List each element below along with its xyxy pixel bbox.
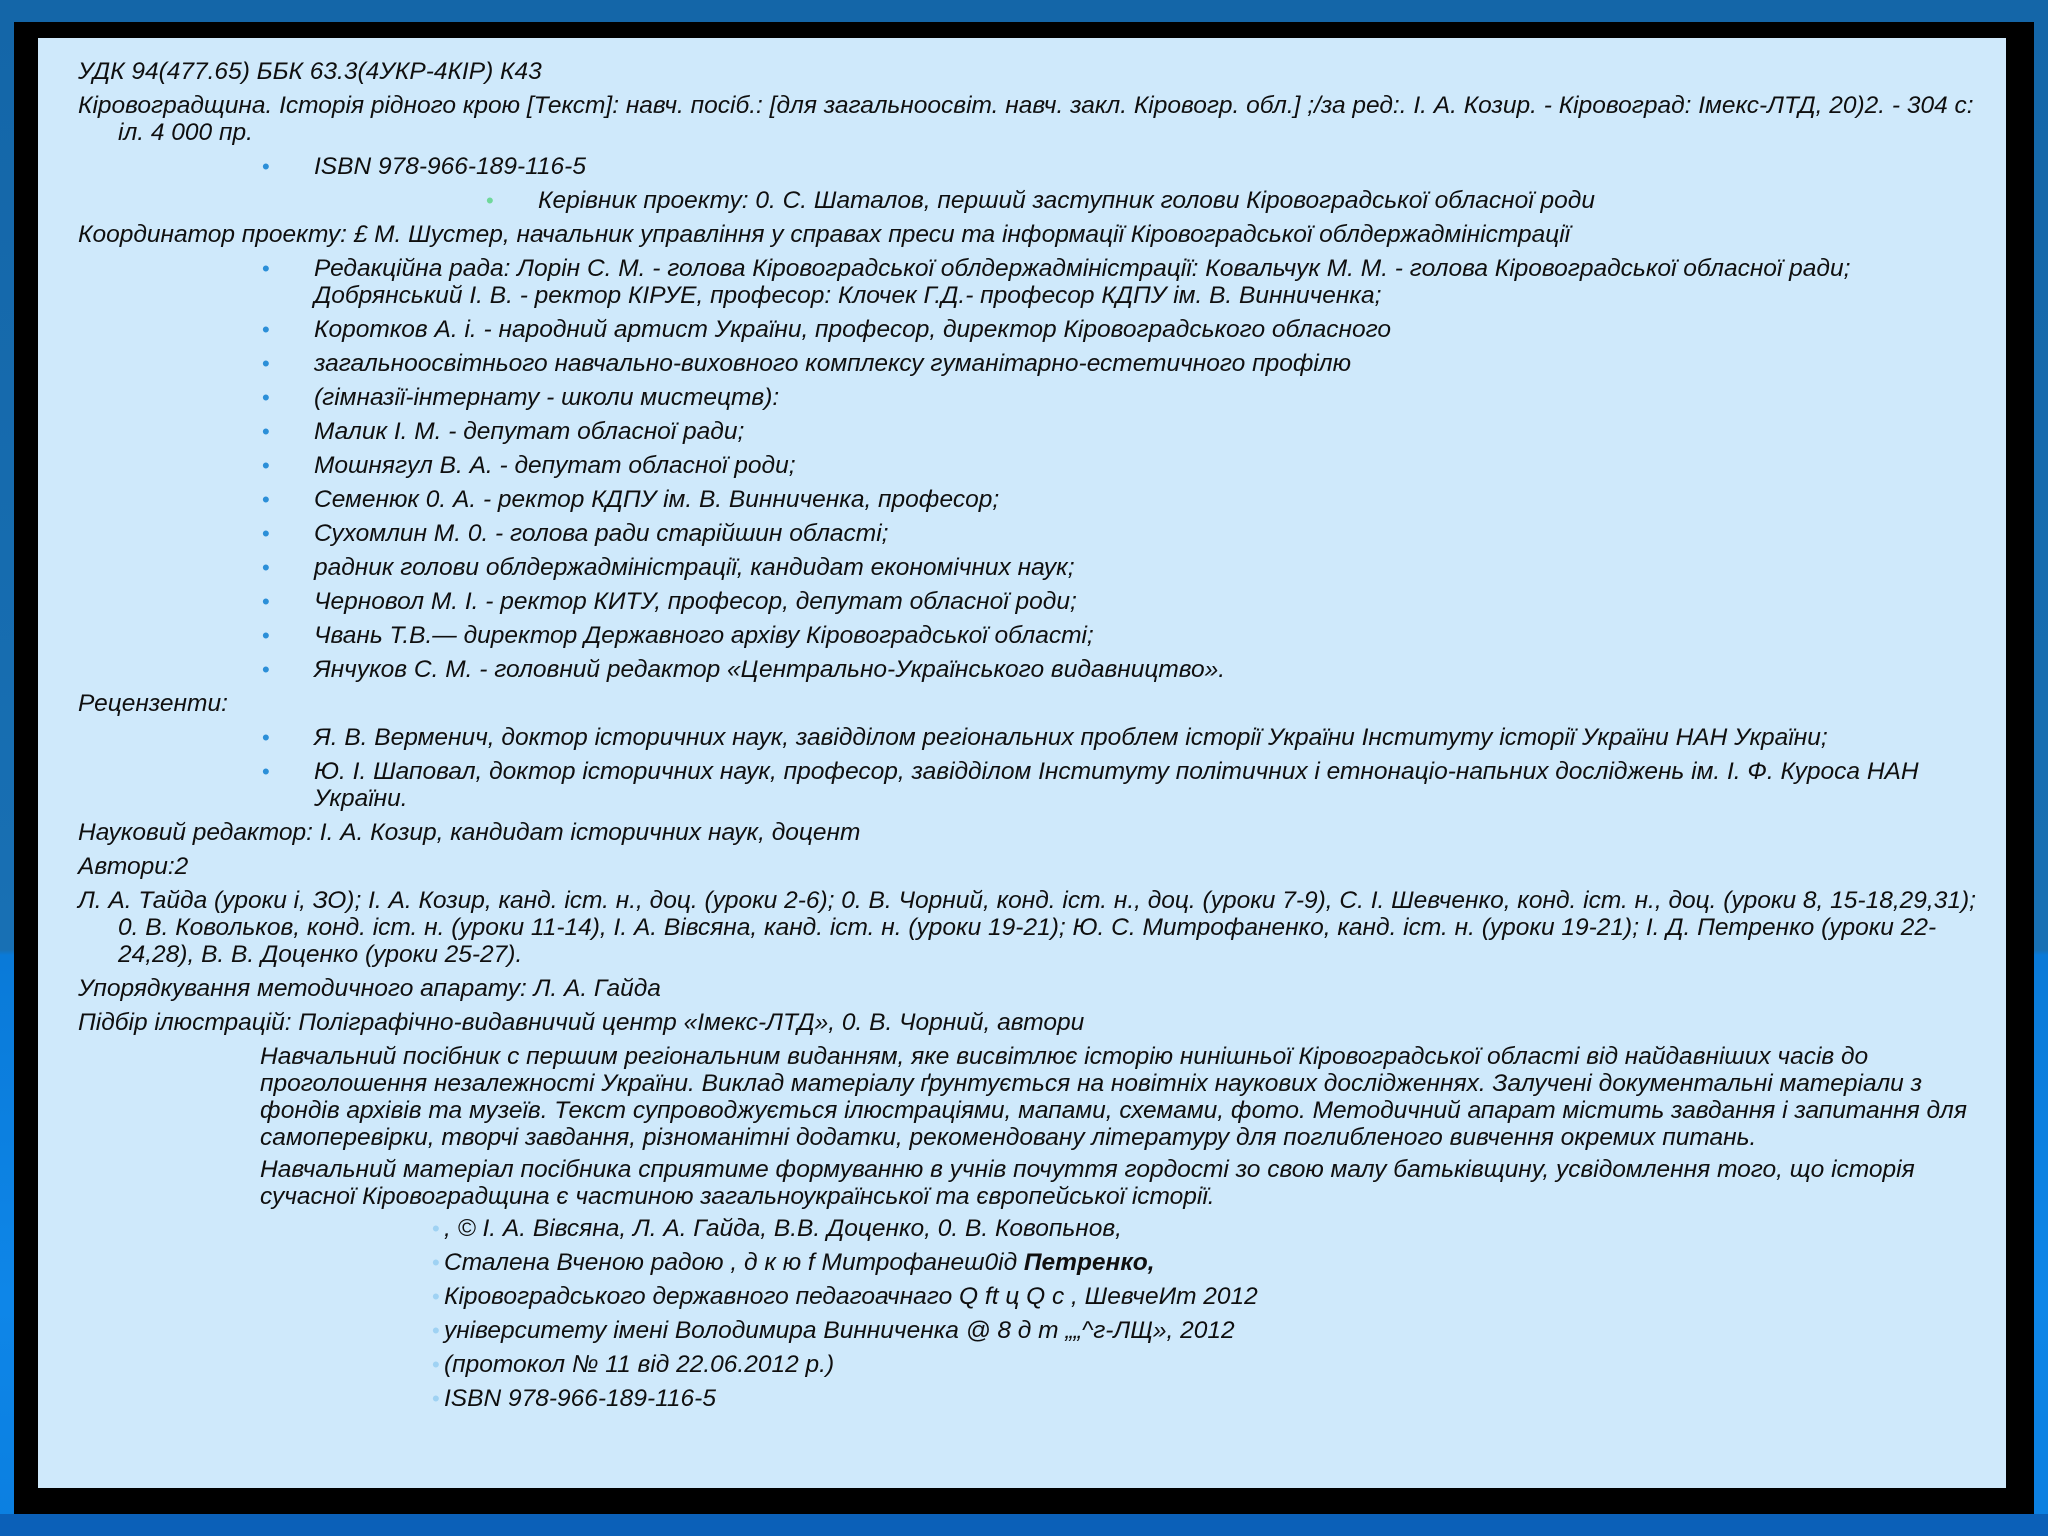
list-item (78, 1249, 1980, 1276)
list-item (78, 1283, 1980, 1310)
imprint-text: ISBN 978-966-189-116-5 (444, 1385, 716, 1412)
bibliographic-title: Кіровоградщина. Історія рідного крою [Текст]: навч. посіб.: [для загальноосвіт. навч. закл. Кіровогр. обл.] ;/за ред:. І. А. Козир. - Кіровоград: Імекс-ЛТД, 20)2. - 304 с: іл. 4 000 пр. (78, 92, 1974, 146)
imprint-bold-text: Петренко, (1023, 1249, 1155, 1276)
imprint-text: Сталена Вченою радою , д к ю f Митрофанеш0ід (444, 1249, 1024, 1276)
list-item (78, 1351, 1980, 1378)
imprint-text: Кіровоградського державного педагоачнаго Q ft ц Q с , ШевчеИт 2012 (444, 1283, 1258, 1310)
list-item: • Малик І. М. - депутат обласної ради; (78, 418, 1980, 445)
methodology-line: Упорядкування методичного апарату: Л. А. Гайда (78, 975, 661, 1002)
list-item: • Семенюк 0. А. - ректор КДПУ ім. В. Винниченка, професор; (78, 486, 1980, 513)
list-item: • (гімназії-інтернату - школи мистецтв): (78, 384, 1980, 411)
coordinator-line: Координатор проекту: £ М. Шустер, начальник управління у справах преси та інформації Кіровоградської облдержадміністрації (78, 221, 1571, 248)
project-head-line: • Керівник проекту: 0. С. Шаталов, перший заступник голови Кіровоградської обласної роди (78, 187, 1980, 214)
list-item: • Сухомлин М. 0. - голова ради старійшин області; (78, 520, 1980, 547)
list-item (78, 1317, 1980, 1344)
imprint-list (78, 1215, 1980, 1412)
annotation-paragraph: Навчальний посібник с першим регіональним виданням, яке висвітлює історію нинішньої Кіровоградської області від найдавніших часів до проголошення незалежності України. Виклад матеріалу ґрунтується на новітніх наукових дослідженнях. Залучені документальні матеріали з фондів архівів та музеїв. Текст супроводжується ілюстраціями, мапами, схемами, фото. Методичний апарат містить завдання і запитання для самоперевірки, творчі завдання, різноманітні додатки, рекомендовану літературу для поглибленого вивчення окремих питань. (260, 1043, 1967, 1151)
imprint-text: (протокол № 11 від 22.06.2012 р.) (444, 1351, 835, 1378)
annotation-paragraph: Навчальний матеріал посібника сприятиме формуванню в учнів почуття гордості зо свою малу батьківщину, усвідомлення того, що історія сучасної Кіровоградщина є частиною загальноукраїнської та європейської історії. (260, 1156, 1915, 1210)
background-strip (0, 1514, 2048, 1536)
list-item: • Редакційна рада: Лорін С. М. - голова Кіровоградської облдержадміністрації: Ковальчук М. М. - голова Кіровоградської обласної ради; Добрянський І. В. - ректор КІРУЕ, професор: Клочек Г.Д.- професор КДПУ ім. В. Винниченка; (78, 255, 1980, 309)
scientific-editor-line: Науковий редактор: І. А. Козир, кандидат історичних наук, доцент (78, 819, 861, 846)
list-item: • Ю. І. Шаповал, доктор історичних наук, професор, завідділом Інституту політичних і етнонаціо-напьних досліджень ім. І. Ф. Куроса НАН України. (78, 758, 1980, 812)
imprint-text: , © І. А. Вівсяна, Л. А. Гайда, В.В. Доценко, 0. В. Ковопьнов, (444, 1215, 1122, 1242)
reviewers-list (78, 724, 1980, 812)
list-item: • Черновол М. І. - ректор КИТУ, професор, депутат обласної роди; (78, 588, 1980, 615)
list-item: • загальноосвітнього навчально-виховного комплексу гуманітарно-естетичного профілю (78, 350, 1980, 377)
slide-frame (14, 22, 2034, 1516)
imprint-text: університету імені Володимира Винниченка @ 8 д т „„^г-ЛЩ», 2012 (444, 1317, 1235, 1344)
list-item (78, 1215, 1980, 1242)
udk-line: УДК 94(477.65) ББК 63.3(4УКР-4КІР) К43 (78, 58, 542, 85)
editorial-board-list (78, 255, 1980, 683)
illustrations-line: Підбір ілюстрацій: Поліграфічно-видавничий центр «Імекс-ЛТД», 0. В. Чорний, автори (78, 1009, 1085, 1036)
list-item: • Янчуков С. М. - головний редактор «Центрально-Українського видавництво». (78, 656, 1980, 683)
list-item: • Я. В. Верменич, доктор історичних наук, завідділом регіональних проблем історії України Інституту історії України НАН України; (78, 724, 1980, 751)
authors-line: Л. А. Тайда (уроки і, ЗО); І. А. Козир, канд. іст. н., доц. (уроки 2-6); 0. В. Чорний, конд. іст. н., доц. (уроки 7-9), С. І. Шевченко, конд. іст. н., доц. (уроки 8, 15-18,29,31); 0. В. Ковольков, конд. іст. н. (уроки 11-14), І. А. Вівсяна, канд. іст. н. (уроки 19-21); Ю. С. Митрофаненко, канд. іст. н. (уроки 19-21); І. Д. Петренко (уроки 22-24,28), В. В. Доценко (уроки 25-27). (78, 887, 1976, 968)
reviewers-label: Рецензенти: (78, 690, 228, 717)
list-item: • радник голови облдержадміністрації, кандидат економічних наук; (78, 554, 1980, 581)
isbn-line: • ISBN 978-966-189-116-5 (78, 153, 1980, 180)
list-item: • Мошнягул В. А. - депутат обласної роди; (78, 452, 1980, 479)
list-item: • Коротков А. і. - народний артист України, професор, директор Кіровоградського обласного (78, 316, 1980, 343)
list-item (78, 1385, 1980, 1412)
authors-label: Автори:2 (78, 853, 189, 880)
list-item: • Чвань Т.В.— директор Державного архіву Кіровоградської області; (78, 622, 1980, 649)
document-page (38, 38, 2006, 1488)
